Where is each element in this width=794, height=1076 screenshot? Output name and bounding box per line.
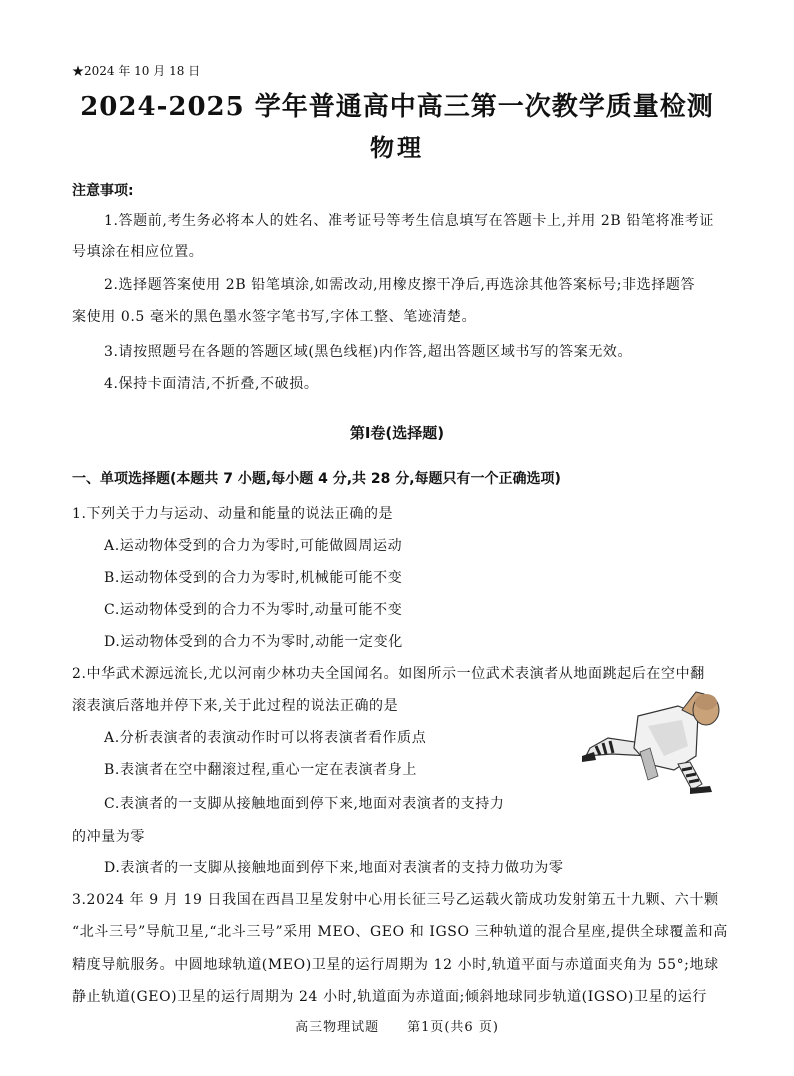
- q2-option-c-cont: 的冲量为零: [72, 829, 145, 845]
- martial-artist-figure: [578, 686, 730, 796]
- q3-line: 静止轨道(GEO)卫星的运行周期为 24 小时,轨道面为赤道面;倾斜地球同步轨道(IGSO)卫星的运行: [72, 989, 707, 1005]
- q1-option-a: A.运动物体受到的合力为零时,可能做圆周运动: [104, 538, 403, 554]
- exam-subject: 物理: [370, 133, 424, 162]
- q2-option-a: A.分析表演者的表演动作时可以将表演者看作质点: [104, 730, 427, 746]
- q2-option-c: C.表演者的一支脚从接触地面到停下来,地面对表演者的支持力: [104, 796, 505, 812]
- notice-line: 1.答题前,考生务必将本人的姓名、准考证号等考生信息填写在答题卡上,并用 2B 铅笔将准考证: [104, 213, 714, 229]
- q1-option-b: B.运动物体受到的合力为零时,机械能可能不变: [104, 570, 403, 586]
- exam-title: 2024-2025 学年普通高中高三第一次教学质量检测: [80, 92, 714, 122]
- q2-option-b: B.表演者在空中翻滚过程,重心一定在表演者身上: [104, 762, 417, 778]
- notice-line: 4.保持卡面清洁,不折叠,不破损。: [104, 376, 319, 392]
- notice-line: 案使用 0.5 毫米的黑色墨水签字笔书写,字体工整、笔迹清楚。: [72, 309, 477, 325]
- q2-option-d: D.表演者的一支脚从接触地面到停下来,地面对表演者的支持力做功为零: [104, 860, 564, 876]
- volume-title: 第Ⅰ卷(选择题): [349, 424, 445, 442]
- q1-option-c: C.运动物体受到的合力不为零时,动量可能不变: [104, 602, 403, 618]
- notice-line: 2.选择题答案使用 2B 铅笔填涂,如需改动,用橡皮擦干净后,再选涂其他答案标号;非选择题答: [104, 277, 696, 293]
- section-heading: 一、单项选择题(本题共 7 小题,每小题 4 分,共 28 分,每题只有一个正确选项): [72, 471, 561, 487]
- notice-line: 3.请按照题号在各题的答题区域(黑色线框)内作答,超出答题区域书写的答案无效。: [104, 344, 633, 360]
- page-footer: 高三物理试题 第1页(共6 页): [295, 1020, 499, 1035]
- notice-line: 号填涂在相应位置。: [72, 244, 204, 260]
- q1-stem: 1.下列关于力与运动、动量和能量的说法正确的是: [72, 506, 394, 522]
- notice-heading: 注意事项:: [72, 183, 134, 199]
- q2-stem-line: 滚表演后落地并停下来,关于此过程的说法正确的是: [72, 698, 399, 714]
- q3-line: 3.2024 年 9 月 19 日我国在西昌卫星发射中心用长征三号乙运载火箭成功发射第五十九颗、六十颗: [72, 892, 719, 908]
- q1-option-d: D.运动物体受到的合力不为零时,动能一定变化: [104, 634, 403, 650]
- q2-stem-line: 2.中华武术源远流长,尤以河南少林功夫全国闻名。如图所示一位武术表演者从地面跳起后在空中翻: [72, 666, 705, 682]
- q3-line: 精度导航服务。中圆地球轨道(MEO)卫星的运行周期为 12 小时,轨道平面与赤道面夹角为 55°;地球: [72, 957, 719, 973]
- exam-date: ★2024 年 10 月 18 日: [72, 64, 201, 78]
- q3-line: “北斗三号”导航卫星,“北斗三号”采用 MEO、GEO 和 IGSO 三种轨道的混合星座,提供全球覆盖和高: [72, 924, 728, 940]
